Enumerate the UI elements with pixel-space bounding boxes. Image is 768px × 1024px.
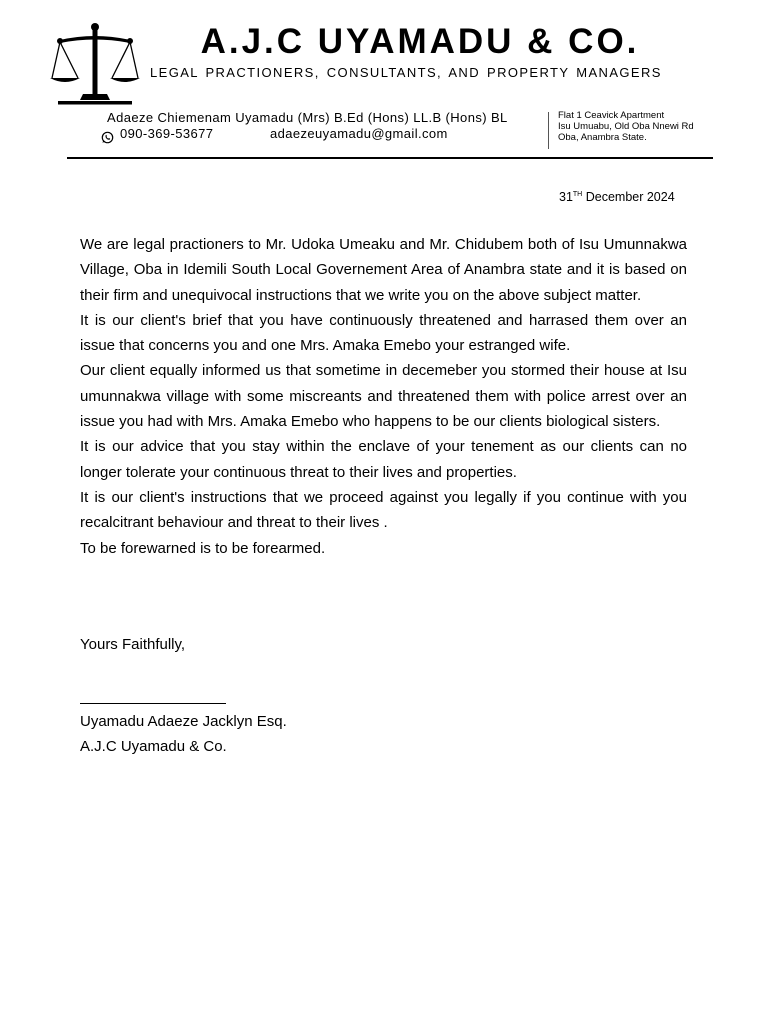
- signatory-firm: A.J.C Uyamadu & Co.: [80, 738, 227, 755]
- signature-line: [80, 703, 226, 704]
- address-line: Flat 1 Ceavick Apartment: [558, 110, 665, 121]
- body-paragraph: It is our client's instructions that we proceed against you legally if you continue with you recalcitrant behaviour and threat to their lives .: [80, 488, 687, 532]
- letter-body: [80, 232, 687, 561]
- phone-number: 090-369-53677: [120, 126, 214, 141]
- address-divider: [548, 112, 549, 149]
- body-paragraph: To be forewarned is to be forearmed.: [80, 539, 326, 557]
- whatsapp-icon: [101, 131, 114, 144]
- date-suffix: TH: [572, 190, 583, 198]
- address-line: Oba, Anambra State.: [558, 132, 647, 143]
- body-paragraph: We are legal practioners to Mr. Udoka Umeaku and Mr. Chidubem both of Isu Umunnakwa Village, Oba in Idemili South Local Governement Area of Anambra state and it is based on their firm and unequivocal instructions that we write you on the above subject matter.: [80, 236, 687, 304]
- office-address: [558, 110, 694, 143]
- firm-name: A.J.C UYAMADU & CO.: [200, 22, 640, 61]
- body-paragraph: It is our advice that you stay within the enclave of your tenement as our clients can no longer tolerate your continuous threat to their lives and properties.: [80, 438, 687, 481]
- header-rule: [67, 157, 713, 159]
- letter-date: [559, 190, 675, 204]
- firm-tagline: LEGAL PRACTIONERS, CONSULTANTS, AND PROPERTY MANAGERS: [150, 65, 662, 80]
- body-paragraph: Our client equally informed us that sometime in decemeber you stormed their house at Isu umunnakwa village with some miscreants and threatened them with police arrest over an issue you had with Mrs. Amaka Emebo who happens to be our clients biological sisters.: [80, 362, 687, 431]
- principal-credentials: Adaeze Chiemenam Uyamadu (Mrs) B.Ed (Hons) LL.B (Hons) BL: [107, 110, 508, 125]
- date-month-year: December 2024: [582, 190, 675, 204]
- email-address: adaezeuyamadu@gmail.com: [270, 126, 448, 141]
- date-day: 31: [559, 190, 573, 204]
- closing-salutation: Yours Faithfully,: [80, 636, 186, 653]
- signatory-name: Uyamadu Adaeze Jacklyn Esq.: [80, 713, 287, 730]
- scales-of-justice-icon: [50, 20, 142, 108]
- address-line: Isu Umuabu, Old Oba Nnewi Rd: [558, 121, 694, 132]
- body-paragraph: It is our client's brief that you have continuously threatened and harrased them over an issue that concerns you and one Mrs. Amaka Emebo your estranged wife.: [80, 311, 687, 355]
